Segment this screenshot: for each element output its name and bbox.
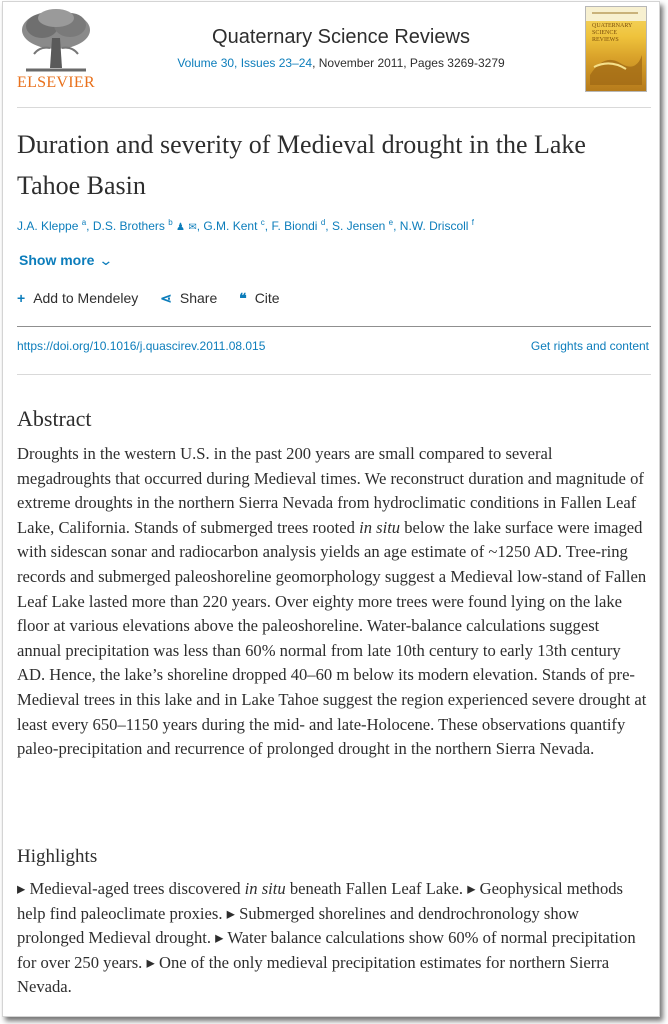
quote-icon: ❝ [239,290,247,306]
chevron-down-icon: ⌄ [98,252,114,268]
doi-link[interactable]: https://doi.org/10.1016/j.quascirev.2011.08.015 [17,339,266,353]
abstract-text [17,442,647,762]
author-link[interactable]: F. Biondi [271,219,318,233]
share-icon: ⋖ [160,290,172,306]
article-actions [17,290,298,307]
cover-image [590,45,642,85]
show-more-label: Show more [19,252,95,268]
journal-meta-rest: , November 2011, Pages 3269-3279 [312,56,505,70]
share-label: Share [179,290,218,306]
cover-title: QUATERNARY SCIENCE REVIEWS [592,23,633,43]
header-divider [17,107,651,108]
volume-link[interactable]: Volume 30, Issues 23–24 [177,56,313,70]
abstract-heading: Abstract [17,406,92,431]
author-link[interactable]: D.S. Brothers [92,219,165,233]
share-button[interactable] [160,290,217,307]
plus-icon: + [17,290,26,306]
show-more-button[interactable] [19,252,112,269]
cite-button[interactable] [239,290,279,307]
rights-link[interactable]: Get rights and content [530,339,649,353]
author-list: J.A. Kleppe $^a$, D.S. Brothers $^b$ ♟ ✉, G.M. Kent $^c$, F. Biondi $^d$, S. Jensen $^e$, N.W. Driscoll $^f$ [17,218,475,233]
cover-band [586,7,646,21]
abstract-text-part: Droughts in the western U.S. in the past 200 years are small compared to several megadroughts that occurred during Medieval times. We reconstruct duration and magnitude of extreme droughts in the northern Sierra Nevada from hydroclimatic conditions in Fallen Leaf Lake, California. Stands of submerged trees rooted [17,444,644,537]
cover-line [592,12,638,14]
author-affiliation[interactable]: d [320,218,326,227]
article-page [2,1,660,1017]
article-title: Duration and severity of Medieval drought in the Lake Tahoe Basin [17,130,586,200]
elsevier-logo[interactable] [16,8,96,92]
add-to-mendeley-label: Add to Mendeley [33,290,139,306]
author-affiliation[interactable]: b [168,218,173,227]
add-to-mendeley-button[interactable] [17,290,138,306]
actions-divider [17,326,651,327]
author-affiliation[interactable]: c [260,218,265,227]
highlights-text [17,877,647,1000]
highlights-text-part: ▸ Medieval-aged trees discovered [17,879,245,898]
envelope-icon[interactable]: ✉ [188,222,197,233]
journal-cover[interactable] [585,6,647,92]
author-affiliation[interactable]: e [388,218,394,227]
author-link[interactable]: N.W. Driscoll [399,219,469,233]
abstract-italic: in situ [359,517,401,537]
person-icon[interactable]: ♟ [176,222,185,233]
author-affiliation[interactable]: a [81,218,87,227]
author-link[interactable]: J.A. Kleppe [17,219,79,233]
doi-divider [17,374,651,375]
author-link[interactable]: S. Jensen [331,219,386,233]
publisher-name: ELSEVIER [17,74,95,91]
highlights-text-part: beneath Fallen Leaf Lake. ▸ Geophysical methods help find paleoclimate proxies. ▸ Submerged shorelines and dendrochronology show prolonged Medieval drought. ▸ Water balance calculations show 60% of normal precipitation for over 250 years. ▸ One of the only medieval precipitation estimates for northern Sierra Nevada. [17,879,636,997]
elsevier-tree-icon [16,8,96,74]
author-link[interactable]: G.M. Kent [203,219,258,233]
cite-label: Cite [254,290,280,306]
author-affiliation[interactable]: f [471,218,475,227]
abstract-text-part: below the lake surface were imaged with sidescan sonar and radiocarbon analysis yields an age estimate of ~1250 AD. Tree-ring records and submerged paleoshoreline geomorphology suggest a Medieval low-stand of Fallen Leaf Lake lasted more than 220 years. Over eighty more trees were found lying on the lake floor at various elevations above the paleoshoreline. Water-balance calculations suggest annual precipitation was less than 60% normal from late 10th century to early 13th century AD. Hence, the lake’s shoreline dropped 40–60 m below its modern elevation. Stands of pre-Medieval trees in this lake and in Lake Tahoe suggest the region experienced severe drought at least every 650–1150 years during the mid- and late-Holocene. These observations quantify paleo-precipitation and recurrence of prolonged drought in the northern Sierra Nevada. [17,517,647,759]
highlights-italic: in situ [244,879,286,898]
journal-meta [123,56,559,70]
journal-title[interactable]: Quaternary Science Reviews [212,26,470,48]
highlights-heading: Highlights [17,846,98,867]
